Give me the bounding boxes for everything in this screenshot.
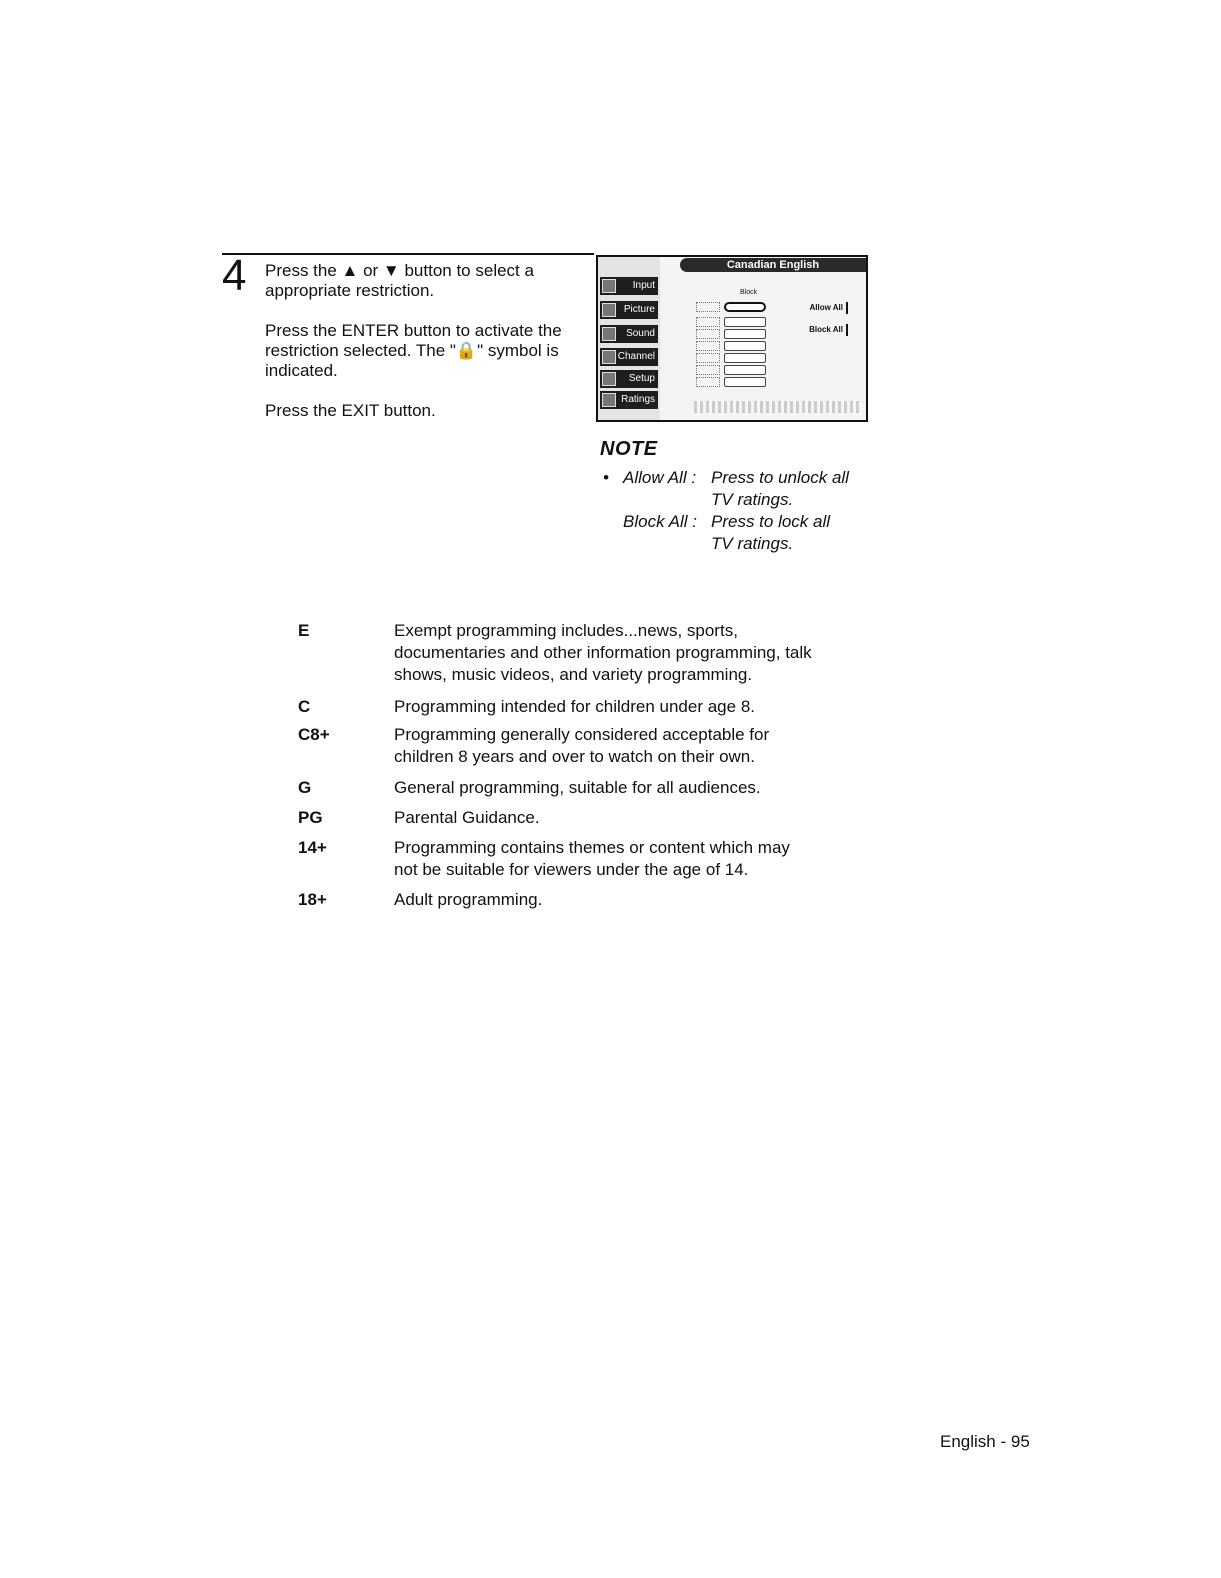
- note-bullet: •: [603, 468, 609, 487]
- menu-item-input: Input: [600, 277, 658, 295]
- lock-toggle: [724, 365, 766, 375]
- lock-toggle: [724, 353, 766, 363]
- rating-desc-pg: Parental Guidance.: [394, 808, 540, 827]
- rating-code-e: E: [298, 621, 310, 640]
- rating-row: [696, 341, 772, 351]
- step-instruction-exit: Press the EXIT button.: [265, 401, 436, 420]
- rating-row: [696, 317, 772, 327]
- menu-item-sound: Sound: [600, 325, 658, 343]
- rating-code-c8plus: C8+: [298, 725, 330, 744]
- step-instruction-enter: Press the ENTER button to activate the restriction selected. The "🔒" symbol is indicated.: [265, 321, 562, 380]
- lock-toggle-selected: [724, 302, 766, 312]
- step-instruction-select: Press the ▲ or ▼ button to select a appropriate restriction.: [265, 261, 534, 300]
- note-term-block-all: Block All :: [623, 512, 698, 531]
- lock-toggle: [724, 341, 766, 351]
- lock-toggle: [724, 377, 766, 387]
- lock-toggle: [724, 317, 766, 327]
- note-desc-block-all: Press to lock all TV ratings.: [711, 512, 831, 553]
- menu-sidebar: [598, 257, 660, 420]
- rating-code-18plus: 18+: [298, 890, 327, 909]
- input-icon: [602, 279, 616, 293]
- menu-item-setup: Setup: [600, 370, 658, 388]
- picture-icon: [602, 303, 616, 317]
- allow-all-button: Allow All: [798, 302, 848, 314]
- note-term-allow-all: Allow All :: [623, 468, 697, 487]
- block-column-label: Block: [740, 289, 758, 296]
- page-number: English - 95: [940, 1432, 1030, 1451]
- menu-item-picture: Picture: [600, 301, 658, 319]
- sound-icon: [602, 327, 616, 341]
- rating-desc-g: General programming, suitable for all audiences.: [394, 778, 761, 797]
- setup-icon: [602, 372, 616, 386]
- screen-title: Canadian English: [680, 258, 866, 272]
- rating-code-c: C: [298, 697, 311, 716]
- screen-footer-hints: [694, 401, 860, 413]
- block-all-button: Block All: [798, 324, 848, 336]
- ratings-icon: [602, 393, 616, 407]
- rating-code-pg: PG: [298, 808, 323, 827]
- menu-item-ratings: Ratings: [600, 391, 658, 409]
- rating-desc-18plus: Adult programming.: [394, 890, 543, 909]
- note-heading: NOTE: [600, 438, 658, 460]
- lock-toggle: [724, 329, 766, 339]
- rating-row: [696, 302, 772, 312]
- rating-desc-14plus: Programming contains themes or content which may not be suitable for viewers under the age of 14.: [394, 838, 790, 879]
- rating-row: [696, 329, 772, 339]
- tv-menu-screenshot: [596, 255, 868, 422]
- note-desc-allow-all: Press to unlock all TV ratings.: [711, 468, 849, 509]
- step-number: 4: [222, 251, 247, 300]
- rating-desc-c8plus: Programming generally considered acceptable for children 8 years and over to watch on their own.: [394, 725, 770, 766]
- channel-icon: [602, 350, 616, 364]
- menu-item-channel: Channel: [600, 348, 658, 366]
- rating-code-g: G: [298, 778, 312, 797]
- rating-row: [696, 377, 772, 387]
- rating-row: [696, 353, 772, 363]
- step-divider: [222, 253, 594, 255]
- rating-code-14plus: 14+: [298, 838, 327, 857]
- rating-desc-e: Exempt programming includes...news, sports, documentaries and other information programming, talk shows, music videos, and variety programming.: [394, 621, 812, 684]
- rating-row: [696, 365, 772, 375]
- rating-desc-c: Programming intended for children under age 8.: [394, 697, 755, 716]
